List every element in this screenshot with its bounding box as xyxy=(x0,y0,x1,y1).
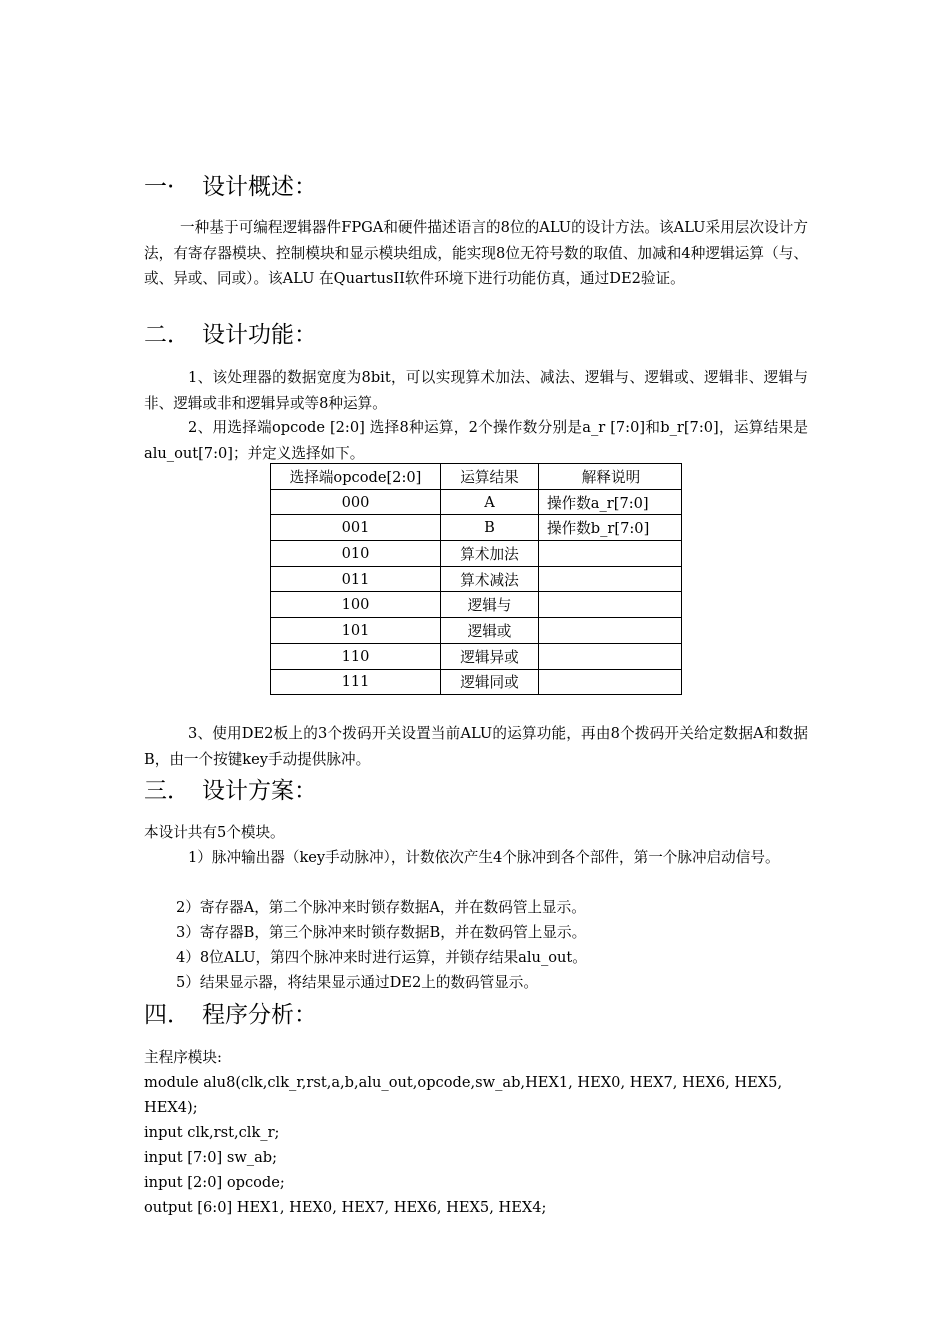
code-line: input clk,rst,clk_r; xyxy=(144,1124,280,1141)
table-row xyxy=(271,643,682,669)
code-line: output [6:0] HEX1, HEX0, HEX7, HEX6, HEX5, HEX4; xyxy=(144,1199,547,1216)
table-cell: 001 xyxy=(271,515,441,541)
scheme-item-3: 3）寄存器B，第三个脉冲来时锁存数据B，并在数码管上显示。 xyxy=(176,924,587,941)
table-cell: 000 xyxy=(271,489,441,515)
code-line: input [2:0] opcode; xyxy=(144,1174,285,1191)
table-header-cell: 解释说明 xyxy=(539,464,682,490)
table-row xyxy=(271,541,682,567)
function-item-3: 3、使用DE2板上的3个拨码开关设置当前ALU的运算功能，再由8个拨码开关给定数据A和数据B，由一个按键key手动提供脉冲。 xyxy=(144,725,808,768)
table-row xyxy=(271,515,682,541)
table-cell: 逻辑或 xyxy=(441,618,539,644)
table-cell: 100 xyxy=(271,592,441,618)
table-header-row xyxy=(271,464,682,490)
opcode-table xyxy=(270,463,682,695)
table-cell: 逻辑与 xyxy=(441,592,539,618)
table-cell xyxy=(539,669,682,695)
code-line: input [7:0] sw_ab; xyxy=(144,1149,278,1166)
section-title: 设计方案： xyxy=(202,778,317,804)
scheme-item-4: 4）8位ALU，第四个脉冲来时进行运算，并锁存结果alu_out。 xyxy=(176,949,587,966)
section-number: 一· xyxy=(144,174,175,200)
table-cell: 111 xyxy=(271,669,441,695)
scheme-item-2: 2）寄存器A，第二个脉冲来时锁存数据A，并在数码管上显示。 xyxy=(176,899,586,916)
section-heading-4 xyxy=(144,1000,317,1030)
table-row xyxy=(271,489,682,515)
table-cell xyxy=(539,592,682,618)
table-row xyxy=(271,618,682,644)
table-row xyxy=(271,592,682,618)
section-number: 二． xyxy=(144,322,190,348)
section-number: 三． xyxy=(144,778,190,804)
section-title: 设计概述： xyxy=(202,174,317,200)
table-header-cell: 选择端opcode[2:0] xyxy=(271,464,441,490)
table-cell xyxy=(539,643,682,669)
table-cell: 110 xyxy=(271,643,441,669)
section-title: 程序分析： xyxy=(202,1002,317,1028)
table-row xyxy=(271,566,682,592)
code-line: module alu8(clk,clk_r,rst,a,b,alu_out,opcode,sw_ab,HEX1, HEX0, HEX7, HEX6, HEX5, xyxy=(144,1074,783,1091)
table-cell xyxy=(539,566,682,592)
table-cell: 逻辑同或 xyxy=(441,669,539,695)
table-cell xyxy=(539,618,682,644)
section-heading-1 xyxy=(144,172,317,202)
table-cell: 算术减法 xyxy=(441,566,539,592)
table-cell: 算术加法 xyxy=(441,541,539,567)
function-item-1: 1、该处理器的数据宽度为8bit，可以实现算术加法、减法、逻辑与、逻辑或、逻辑非、逻辑与非、逻辑或非和逻辑异或等8种运算。 xyxy=(144,369,808,412)
scheme-item-1: 1）脉冲输出器（key手动脉冲），计数依次产生4个脉冲到各个部件，第一个脉冲启动信号。 xyxy=(188,849,780,866)
table-cell: 操作数a_r[7:0] xyxy=(539,489,682,515)
table-cell: A xyxy=(441,489,539,515)
program-label: 主程序模块: xyxy=(144,1049,222,1066)
section-number: 四． xyxy=(144,1002,190,1028)
table-cell: B xyxy=(441,515,539,541)
scheme-item-5: 5）结果显示器，将结果显示通过DE2上的数码管显示。 xyxy=(176,974,538,991)
function-item-2: 2、用选择端opcode [2:0] 选择8种运算，2个操作数分别是a_r [7:0]和b_r[7:0]，运算结果是alu_out[7:0]；并定义选择如下。 xyxy=(144,419,808,462)
table-cell: 011 xyxy=(271,566,441,592)
code-line: HEX4); xyxy=(144,1099,198,1116)
table-cell xyxy=(539,541,682,567)
section-heading-3 xyxy=(144,776,317,806)
table-cell: 操作数b_r[7:0] xyxy=(539,515,682,541)
table-cell: 101 xyxy=(271,618,441,644)
table-row xyxy=(271,669,682,695)
table-header-cell: 运算结果 xyxy=(441,464,539,490)
section-title: 设计功能： xyxy=(202,322,317,348)
overview-paragraph: 一种基于可编程逻辑器件FPGA和硬件描述语言的8位的ALU的设计方法。该ALU采用层次设计方法，有寄存器模块、控制模块和显示模块组成，能实现8位无符号数的取值、加减和4种逻辑运算（与、或、异或、同或）。该ALU 在QuartusII软件环境下进行功能仿真，通过DE2验证。 xyxy=(144,219,808,287)
section-heading-2 xyxy=(144,320,317,350)
table-cell: 逻辑异或 xyxy=(441,643,539,669)
table-cell: 010 xyxy=(271,541,441,567)
scheme-intro: 本设计共有5个模块。 xyxy=(144,824,285,841)
